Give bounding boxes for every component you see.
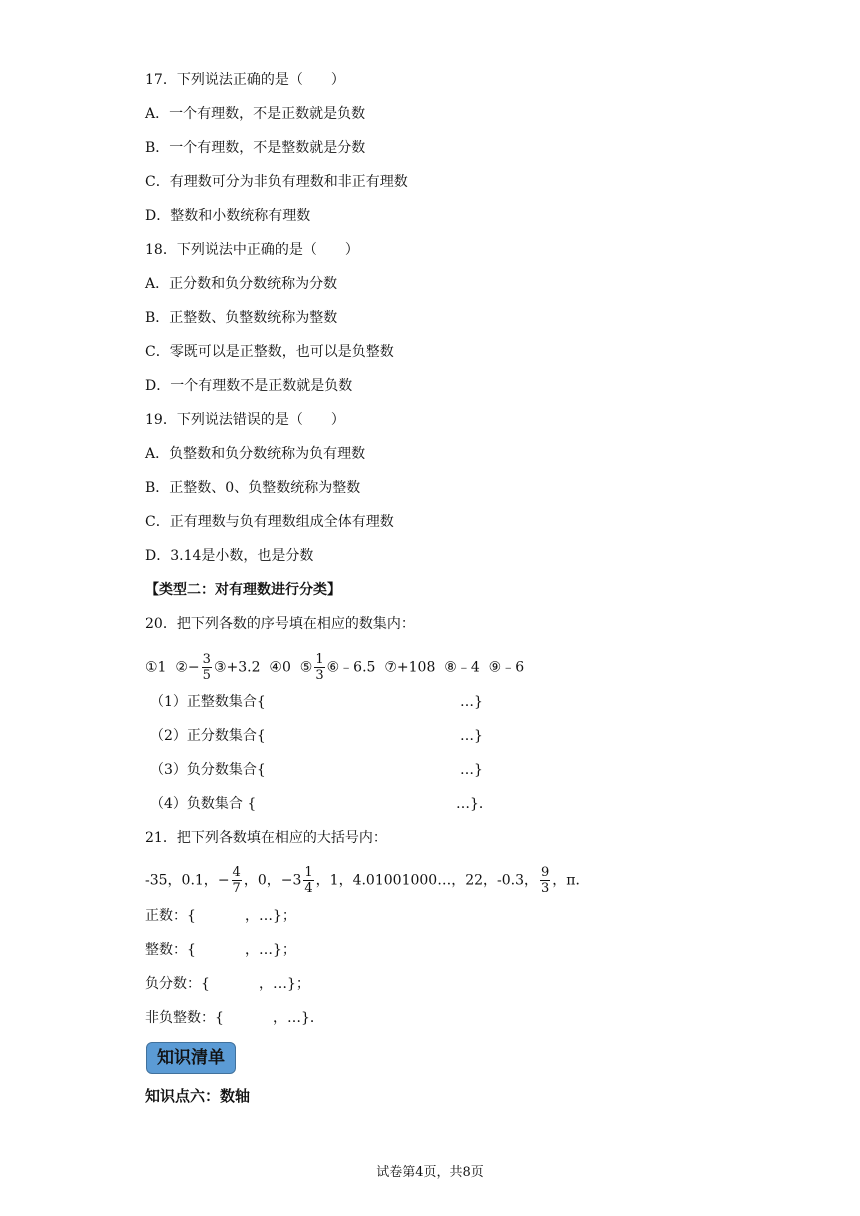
q21-text-b: ，0，	[243, 872, 281, 889]
q21-fraction-1-4	[303, 865, 313, 896]
q21-fraction-4-7	[232, 865, 242, 896]
q21-fraction-9-3	[540, 865, 550, 896]
q18-option-b: B．正整数、负整数统称为整数	[145, 310, 338, 326]
q17-option-b: B．一个有理数，不是整数就是分数	[145, 140, 366, 156]
q21-blank-integer[interactable]	[145, 940, 296, 960]
q21-blank-negative-fraction[interactable]	[145, 974, 310, 994]
q21-text-c: ，1，4.01001000…，22，-0.3，	[315, 872, 539, 889]
q20-fraction-1-3	[314, 652, 324, 683]
set-close: …}	[460, 694, 483, 710]
q20-number-8: ⑧﹣4	[444, 659, 480, 676]
q19-option-c: C．正有理数与负有理数组成全体有理数	[145, 514, 394, 530]
q18-option-a: A．正分数和负分数统称为分数	[145, 276, 338, 292]
q20-set-negative-numbers[interactable]	[150, 794, 493, 814]
blank-close: ，…}；	[245, 908, 296, 924]
q20-number-2-sign: ②−	[175, 659, 200, 676]
q21-blank-positive[interactable]	[145, 906, 296, 926]
fraction-numerator: 1	[315, 652, 324, 667]
q21-mixed-whole: −3	[280, 872, 302, 889]
q21-text-d: ，π．	[552, 872, 590, 889]
q17-option-c: C．有理数可分为非负有理数和非正有理数	[145, 174, 408, 190]
set-label: （1）正整数集合{	[150, 694, 266, 710]
q20-set-positive-fractions[interactable]	[150, 726, 483, 746]
set-label: （3）负分数集合{	[150, 762, 266, 778]
q20-set-negative-fractions[interactable]	[150, 760, 483, 780]
q20-number-1: ①1	[145, 659, 167, 676]
q17-option-d: D．整数和小数统称有理数	[145, 208, 311, 224]
fraction-denominator: 4	[304, 881, 313, 896]
q21-fraction-1-sign: −	[217, 872, 230, 889]
fraction-denominator: 3	[541, 881, 550, 896]
q19-option-d: D．3.14是小数，也是分数	[145, 548, 314, 564]
q21-text-a: -35，0.1，	[145, 872, 218, 889]
set-close: …}	[460, 728, 483, 744]
fraction-numerator: 9	[541, 865, 550, 880]
fraction-denominator: 3	[315, 668, 324, 683]
fraction-numerator: 4	[232, 865, 241, 880]
blank-label: 正数：{	[145, 908, 196, 924]
question-17-stem: 17．下列说法正确的是（ ）	[145, 72, 345, 88]
q19-option-a: A．负整数和负分数统称为负有理数	[145, 446, 366, 462]
fraction-denominator: 5	[202, 668, 211, 683]
knowledge-list-badge: 知识清单	[146, 1042, 236, 1074]
question-18-stem: 18．下列说法中正确的是（ ）	[145, 242, 359, 258]
question-21-stem: 21．把下列各数填在相应的大括号内：	[145, 830, 387, 846]
q18-option-d: D．一个有理数不是正数就是负数	[145, 378, 353, 394]
fraction-numerator: 1	[304, 865, 313, 880]
q20-number-7: ⑦+108	[384, 659, 436, 676]
q20-number-5-marker: ⑤	[299, 659, 313, 676]
q20-number-9: ⑨﹣6	[488, 659, 525, 676]
q17-option-a: A．一个有理数，不是正数就是负数	[145, 106, 366, 122]
question-19-stem: 19．下列说法错误的是（ ）	[145, 412, 345, 428]
q21-number-list	[145, 865, 590, 896]
question-20-stem: 20．把下列各数的序号填在相应的数集内：	[145, 616, 415, 632]
blank-close: ，…}．	[273, 1010, 324, 1026]
q20-set-positive-integers[interactable]	[150, 692, 483, 712]
q20-number-list	[145, 652, 524, 683]
set-close: …}	[460, 762, 483, 778]
blank-label: 负分数：{	[145, 976, 210, 992]
set-label: （4）负数集合 {	[150, 796, 257, 812]
q20-number-4: ④0	[269, 659, 291, 676]
q20-number-6: ⑥﹣6.5	[326, 659, 376, 676]
blank-close: ，…}；	[259, 976, 310, 992]
blank-label: 整数：{	[145, 942, 196, 958]
q18-option-c: C．零既可以是正整数，也可以是负整数	[145, 344, 394, 360]
fraction-numerator: 3	[202, 652, 211, 667]
q20-number-3: ③+3.2	[213, 659, 261, 676]
blank-close: ，…}；	[245, 942, 296, 958]
q21-blank-nonnegative-integer[interactable]	[145, 1008, 324, 1028]
q20-fraction-3-5	[202, 652, 212, 683]
q19-option-b: B．正整数、0、负整数统称为整数	[145, 480, 361, 496]
set-label: （2）正分数集合{	[150, 728, 266, 744]
type2-heading: 【类型二：对有理数进行分类】	[145, 582, 341, 598]
blank-label: 非负整数：{	[145, 1010, 224, 1026]
section-title: 知识点六：数轴	[145, 1087, 251, 1105]
fraction-denominator: 7	[232, 881, 241, 896]
page-footer: 试卷第4页，共8页	[376, 1165, 484, 1180]
set-close: …}．	[456, 796, 493, 812]
